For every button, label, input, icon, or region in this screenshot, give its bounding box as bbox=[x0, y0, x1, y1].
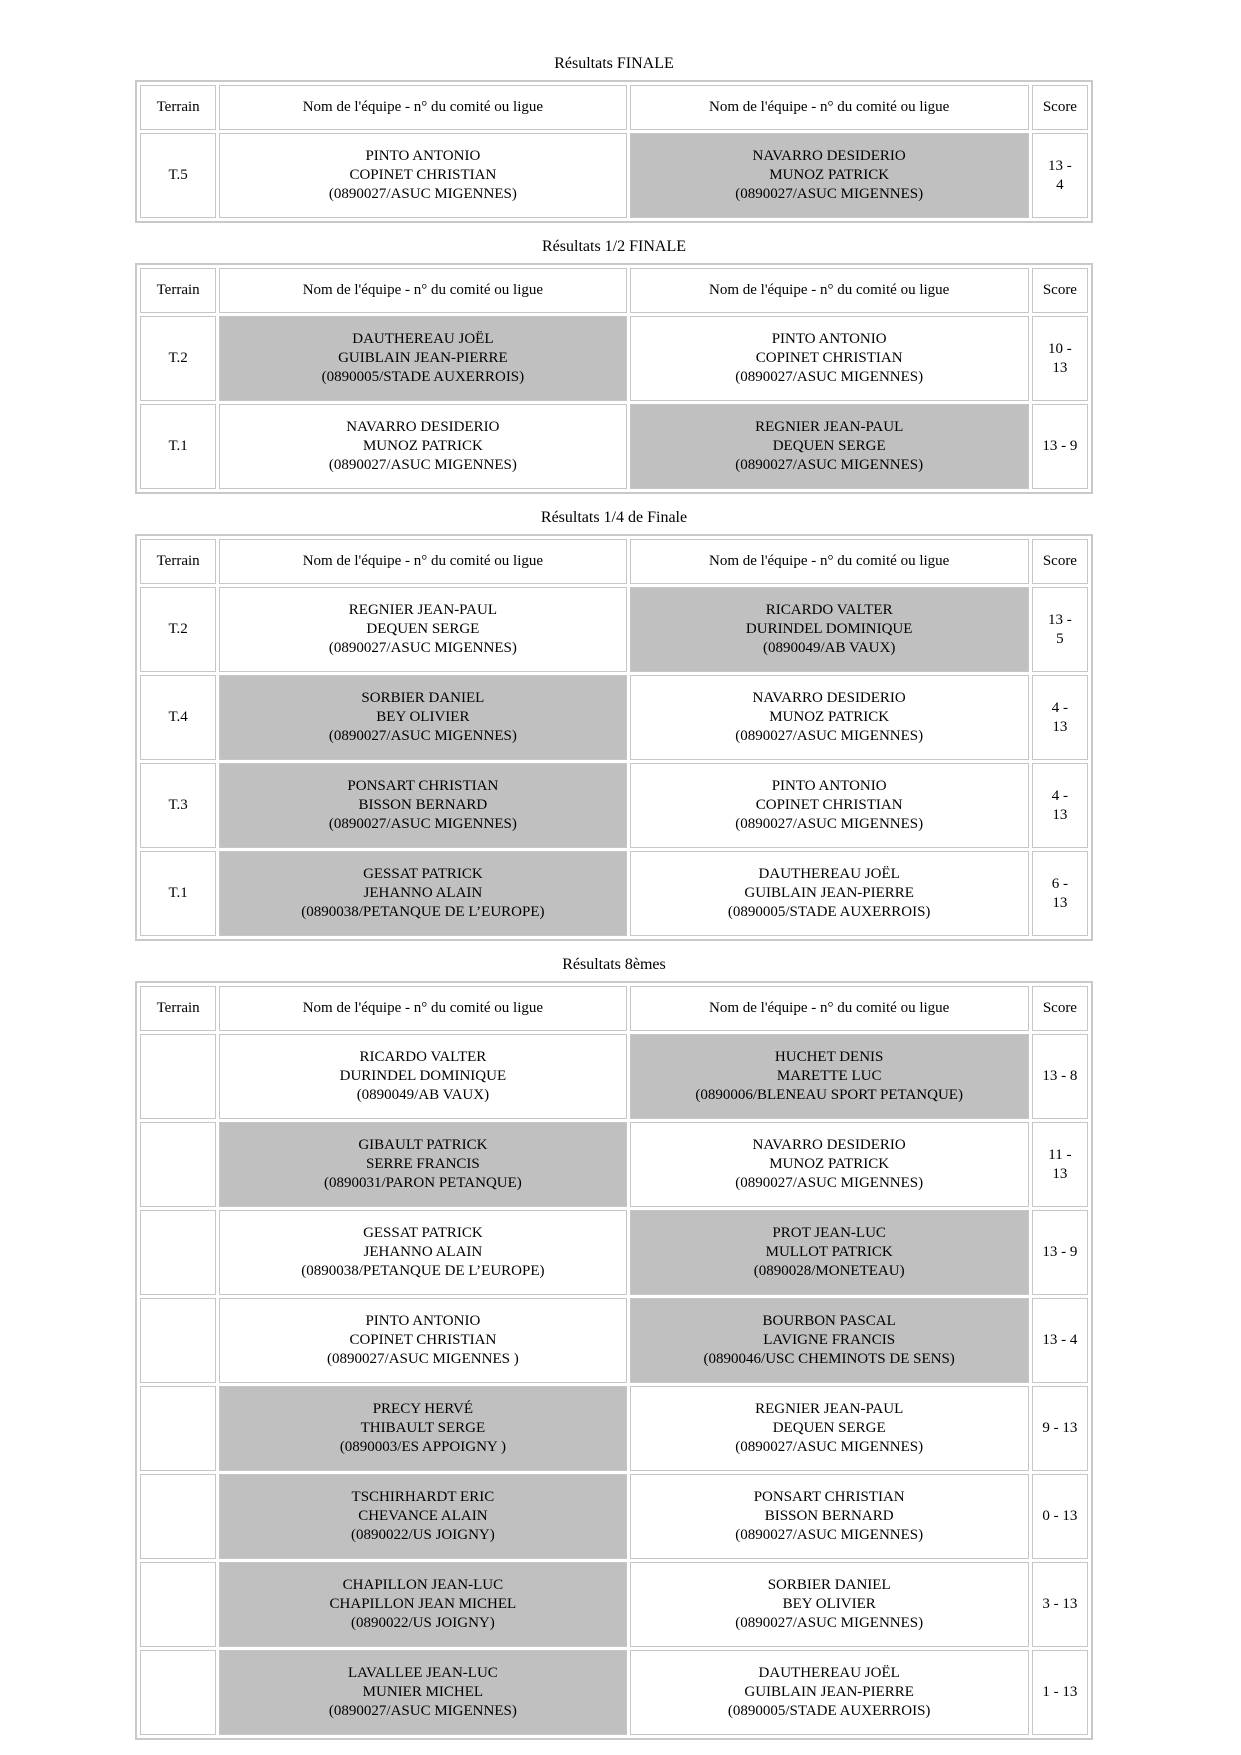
results-table bbox=[135, 263, 1093, 494]
club-id: (0890027/ASUC MIGENNES) bbox=[328, 728, 517, 744]
terrain-cell bbox=[140, 1650, 216, 1735]
club-id: (0890027/ASUC MIGENNES) bbox=[328, 457, 517, 473]
score-line: 13 - 4 bbox=[1042, 1332, 1078, 1348]
column-header-team2: Nom de l'équipe - n° du comité ou ligue bbox=[630, 986, 1029, 1031]
score-cell bbox=[1032, 851, 1088, 936]
club-id: (0890022/US JOIGNY) bbox=[351, 1527, 495, 1543]
team1-cell bbox=[219, 133, 626, 218]
team1-cell bbox=[219, 1210, 626, 1295]
terrain-cell: T.3 bbox=[140, 763, 216, 848]
player-name: NAVARRO DESIDERIO bbox=[752, 1137, 906, 1153]
team2-cell bbox=[630, 1474, 1029, 1559]
player-name: NAVARRO DESIDERIO bbox=[752, 148, 906, 164]
terrain-cell bbox=[140, 1562, 216, 1647]
terrain-cell: T.4 bbox=[140, 675, 216, 760]
score-cell bbox=[1032, 1298, 1088, 1383]
score-cell bbox=[1032, 1562, 1088, 1647]
team2-cell bbox=[630, 1562, 1029, 1647]
column-header-terrain: Terrain bbox=[140, 268, 216, 313]
column-header-terrain: Terrain bbox=[140, 85, 216, 130]
column-header-team1: Nom de l'équipe - n° du comité ou ligue bbox=[219, 539, 626, 584]
table-row bbox=[140, 1562, 1088, 1647]
score-line: 13 - 9 bbox=[1042, 438, 1078, 454]
player-name: COPINET CHRISTIAN bbox=[349, 167, 497, 183]
club-id: (0890027/ASUC MIGENNES) bbox=[735, 728, 924, 744]
club-id: (0890003/ES APPOIGNY ) bbox=[339, 1439, 506, 1455]
table-row bbox=[140, 1474, 1088, 1559]
team1-cell bbox=[219, 1122, 626, 1207]
player-name: SERRE FRANCIS bbox=[365, 1156, 480, 1172]
player-name: GUIBLAIN JEAN-PIERRE bbox=[338, 350, 508, 366]
column-header-terrain: Terrain bbox=[140, 986, 216, 1031]
player-name: COPINET CHRISTIAN bbox=[349, 1332, 497, 1348]
section-title: Résultats 8èmes bbox=[562, 956, 666, 973]
player-name: CHEVANCE ALAIN bbox=[358, 1508, 488, 1524]
team1-cell bbox=[219, 1650, 626, 1735]
team2-cell bbox=[630, 1650, 1029, 1735]
score-line: 5 bbox=[1056, 630, 1064, 647]
score-line: 4 - bbox=[1051, 699, 1069, 716]
column-header-score: Score bbox=[1032, 986, 1088, 1031]
player-name: DAUTHEREAU JOËL bbox=[352, 331, 494, 347]
team1-cell bbox=[219, 1386, 626, 1471]
player-name: MULLOT PATRICK bbox=[765, 1244, 893, 1260]
player-name: DEQUEN SERGE bbox=[772, 1420, 886, 1436]
club-id: (0890028/MONETEAU) bbox=[753, 1263, 905, 1279]
team1-cell bbox=[219, 587, 626, 672]
table-row bbox=[140, 1034, 1088, 1119]
terrain-cell bbox=[140, 1474, 216, 1559]
player-name: TSCHIRHARDT ERIC bbox=[351, 1489, 495, 1505]
team2-cell bbox=[630, 1034, 1029, 1119]
team1-cell bbox=[219, 763, 626, 848]
column-header-score: Score bbox=[1032, 539, 1088, 584]
player-name: REGNIER JEAN-PAUL bbox=[755, 1401, 904, 1417]
column-header-team1: Nom de l'équipe - n° du comité ou ligue bbox=[219, 986, 626, 1031]
player-name: MUNOZ PATRICK bbox=[769, 1156, 890, 1172]
header-row bbox=[140, 986, 1088, 1031]
club-id: (0890027/ASUC MIGENNES) bbox=[735, 1527, 924, 1543]
player-name: DEQUEN SERGE bbox=[366, 621, 480, 637]
player-name: CHAPILLON JEAN MICHEL bbox=[329, 1596, 517, 1612]
team2-cell bbox=[630, 133, 1029, 218]
score-line: 13 bbox=[1052, 894, 1068, 911]
club-id: (0890022/US JOIGNY) bbox=[351, 1615, 495, 1631]
score-line: 13 - bbox=[1048, 157, 1072, 174]
terrain-cell: T.2 bbox=[140, 587, 216, 672]
column-header-score: Score bbox=[1032, 85, 1088, 130]
player-name: THIBAULT SERGE bbox=[360, 1420, 486, 1436]
team2-cell bbox=[630, 1386, 1029, 1471]
team1-cell bbox=[219, 1474, 626, 1559]
table-row bbox=[140, 763, 1088, 848]
table-row bbox=[140, 133, 1088, 218]
score-line: 11 - bbox=[1048, 1146, 1072, 1163]
table-row bbox=[140, 316, 1088, 401]
score-line: 10 - bbox=[1048, 340, 1072, 357]
player-name: GIBAULT PATRICK bbox=[358, 1137, 488, 1153]
team1-cell bbox=[219, 1034, 626, 1119]
score-line: 13 bbox=[1052, 1165, 1068, 1182]
terrain-cell: T.1 bbox=[140, 404, 216, 489]
table-row bbox=[140, 1386, 1088, 1471]
score-cell bbox=[1032, 587, 1088, 672]
club-id: (0890049/AB VAUX) bbox=[762, 640, 896, 656]
score-cell bbox=[1032, 1210, 1088, 1295]
club-id: (0890038/PETANQUE DE L’EUROPE) bbox=[301, 904, 545, 920]
player-name: PROT JEAN-LUC bbox=[772, 1225, 886, 1241]
sections-container bbox=[135, 54, 1093, 1740]
table-row bbox=[140, 1650, 1088, 1735]
player-name: REGNIER JEAN-PAUL bbox=[755, 419, 904, 435]
club-id: (0890027/ASUC MIGENNES) bbox=[735, 1439, 924, 1455]
player-name: RICARDO VALTER bbox=[359, 1049, 487, 1065]
terrain-cell bbox=[140, 1210, 216, 1295]
score-line: 13 bbox=[1052, 806, 1068, 823]
player-name: PONSART CHRISTIAN bbox=[347, 778, 499, 794]
header-row bbox=[140, 85, 1088, 130]
results-table bbox=[135, 80, 1093, 223]
score-line: 0 - 13 bbox=[1042, 1508, 1078, 1524]
results-table bbox=[135, 981, 1093, 1740]
club-id: (0890005/STADE AUXERROIS) bbox=[727, 904, 931, 920]
club-id: (0890027/ASUC MIGENNES) bbox=[328, 186, 517, 202]
player-name: BEY OLIVIER bbox=[782, 1596, 876, 1612]
player-name: BOURBON PASCAL bbox=[762, 1313, 896, 1329]
player-name: PINTO ANTONIO bbox=[365, 1313, 481, 1329]
player-name: SORBIER DANIEL bbox=[767, 1577, 891, 1593]
section-title: Résultats 1/4 de Finale bbox=[540, 509, 688, 526]
team2-cell bbox=[630, 1210, 1029, 1295]
score-cell bbox=[1032, 675, 1088, 760]
player-name: GUIBLAIN JEAN-PIERRE bbox=[744, 885, 914, 901]
club-id: (0890027/ASUC MIGENNES) bbox=[328, 1703, 517, 1719]
player-name: LAVIGNE FRANCIS bbox=[763, 1332, 896, 1348]
club-id: (0890027/ASUC MIGENNES) bbox=[735, 1175, 924, 1191]
table-row bbox=[140, 675, 1088, 760]
terrain-cell: T.1 bbox=[140, 851, 216, 936]
column-header-team2: Nom de l'équipe - n° du comité ou ligue bbox=[630, 268, 1029, 313]
team2-cell bbox=[630, 404, 1029, 489]
header-row bbox=[140, 268, 1088, 313]
club-id: (0890031/PARON PETANQUE) bbox=[323, 1175, 522, 1191]
column-header-team1: Nom de l'équipe - n° du comité ou ligue bbox=[219, 268, 626, 313]
score-line: 1 - 13 bbox=[1042, 1684, 1078, 1700]
player-name: MARETTE LUC bbox=[776, 1068, 882, 1084]
player-name: RICARDO VALTER bbox=[765, 602, 893, 618]
club-id: (0890027/ASUC MIGENNES ) bbox=[327, 1351, 519, 1367]
score-line: 6 - bbox=[1051, 875, 1069, 892]
terrain-cell bbox=[140, 1122, 216, 1207]
score-cell bbox=[1032, 404, 1088, 489]
player-name: MUNOZ PATRICK bbox=[769, 167, 890, 183]
header-row bbox=[140, 539, 1088, 584]
team1-cell bbox=[219, 404, 626, 489]
player-name: REGNIER JEAN-PAUL bbox=[348, 602, 497, 618]
club-id: (0890006/BLENEAU SPORT PETANQUE) bbox=[695, 1087, 963, 1103]
team1-cell bbox=[219, 851, 626, 936]
score-cell bbox=[1032, 1650, 1088, 1735]
score-cell bbox=[1032, 1034, 1088, 1119]
table-row bbox=[140, 404, 1088, 489]
player-name: PRECY HERVÉ bbox=[372, 1401, 474, 1417]
player-name: MUNOZ PATRICK bbox=[362, 438, 483, 454]
player-name: MUNIER MICHEL bbox=[362, 1684, 484, 1700]
club-id: (0890027/ASUC MIGENNES) bbox=[735, 1615, 924, 1631]
terrain-cell bbox=[140, 1386, 216, 1471]
score-cell bbox=[1032, 133, 1088, 218]
player-name: BISSON BERNARD bbox=[358, 797, 488, 813]
club-id: (0890005/STADE AUXERROIS) bbox=[727, 1703, 931, 1719]
team2-cell bbox=[630, 763, 1029, 848]
player-name: COPINET CHRISTIAN bbox=[755, 797, 903, 813]
results-document bbox=[135, 0, 1093, 1740]
score-cell bbox=[1032, 1386, 1088, 1471]
score-line: 4 - bbox=[1051, 787, 1069, 804]
section-title: Résultats FINALE bbox=[554, 55, 674, 72]
player-name: HUCHET DENIS bbox=[774, 1049, 884, 1065]
team2-cell bbox=[630, 675, 1029, 760]
table-row bbox=[140, 851, 1088, 936]
results-section bbox=[135, 54, 1093, 223]
player-name: JEHANNO ALAIN bbox=[363, 1244, 483, 1260]
column-header-team2: Nom de l'équipe - n° du comité ou ligue bbox=[630, 85, 1029, 130]
club-id: (0890046/USC CHEMINOTS DE SENS) bbox=[703, 1351, 955, 1367]
player-name: DAUTHEREAU JOËL bbox=[758, 866, 900, 882]
player-name: DEQUEN SERGE bbox=[772, 438, 886, 454]
team2-cell bbox=[630, 1122, 1029, 1207]
player-name: NAVARRO DESIDERIO bbox=[752, 690, 906, 706]
score-line: 13 bbox=[1052, 718, 1068, 735]
team1-cell bbox=[219, 1298, 626, 1383]
table-row bbox=[140, 1210, 1088, 1295]
player-name: JEHANNO ALAIN bbox=[363, 885, 483, 901]
score-cell bbox=[1032, 1474, 1088, 1559]
club-id: (0890027/ASUC MIGENNES) bbox=[735, 816, 924, 832]
club-id: (0890038/PETANQUE DE L’EUROPE) bbox=[301, 1263, 545, 1279]
terrain-cell bbox=[140, 1298, 216, 1383]
team2-cell bbox=[630, 587, 1029, 672]
results-section bbox=[135, 955, 1093, 1740]
terrain-cell: T.5 bbox=[140, 133, 216, 218]
score-line: 4 bbox=[1056, 176, 1064, 193]
player-name: DURINDEL DOMINIQUE bbox=[339, 1068, 507, 1084]
column-header-team2: Nom de l'équipe - n° du comité ou ligue bbox=[630, 539, 1029, 584]
results-section bbox=[135, 508, 1093, 941]
player-name: BISSON BERNARD bbox=[764, 1508, 894, 1524]
team1-cell bbox=[219, 316, 626, 401]
club-id: (0890049/AB VAUX) bbox=[356, 1087, 490, 1103]
player-name: PINTO ANTONIO bbox=[771, 331, 887, 347]
column-header-team1: Nom de l'équipe - n° du comité ou ligue bbox=[219, 85, 626, 130]
team1-cell bbox=[219, 1562, 626, 1647]
player-name: PINTO ANTONIO bbox=[771, 778, 887, 794]
club-id: (0890027/ASUC MIGENNES) bbox=[328, 640, 517, 656]
table-row bbox=[140, 1122, 1088, 1207]
score-cell bbox=[1032, 1122, 1088, 1207]
results-section bbox=[135, 237, 1093, 494]
team2-cell bbox=[630, 851, 1029, 936]
section-title: Résultats 1/2 FINALE bbox=[542, 238, 686, 255]
club-id: (0890027/ASUC MIGENNES) bbox=[328, 816, 517, 832]
player-name: BEY OLIVIER bbox=[376, 709, 470, 725]
player-name: DAUTHEREAU JOËL bbox=[758, 1665, 900, 1681]
score-line: 13 - 9 bbox=[1042, 1244, 1078, 1260]
player-name: GESSAT PATRICK bbox=[363, 866, 483, 882]
player-name: NAVARRO DESIDERIO bbox=[346, 419, 500, 435]
player-name: MUNOZ PATRICK bbox=[769, 709, 890, 725]
player-name: PONSART CHRISTIAN bbox=[753, 1489, 905, 1505]
club-id: (0890027/ASUC MIGENNES) bbox=[735, 457, 924, 473]
score-line: 13 bbox=[1052, 359, 1068, 376]
player-name: COPINET CHRISTIAN bbox=[755, 350, 903, 366]
score-cell bbox=[1032, 316, 1088, 401]
team1-cell bbox=[219, 675, 626, 760]
player-name: GESSAT PATRICK bbox=[363, 1225, 483, 1241]
column-header-terrain: Terrain bbox=[140, 539, 216, 584]
player-name: LAVALLEE JEAN-LUC bbox=[347, 1665, 498, 1681]
club-id: (0890027/ASUC MIGENNES) bbox=[735, 369, 924, 385]
club-id: (0890027/ASUC MIGENNES) bbox=[735, 186, 924, 202]
team2-cell bbox=[630, 1298, 1029, 1383]
table-row bbox=[140, 1298, 1088, 1383]
team2-cell bbox=[630, 316, 1029, 401]
terrain-cell: T.2 bbox=[140, 316, 216, 401]
results-table bbox=[135, 534, 1093, 941]
column-header-score: Score bbox=[1032, 268, 1088, 313]
player-name: CHAPILLON JEAN-LUC bbox=[342, 1577, 504, 1593]
score-line: 3 - 13 bbox=[1042, 1596, 1078, 1612]
club-id: (0890005/STADE AUXERROIS) bbox=[321, 369, 525, 385]
player-name: GUIBLAIN JEAN-PIERRE bbox=[744, 1684, 914, 1700]
player-name: DURINDEL DOMINIQUE bbox=[745, 621, 913, 637]
terrain-cell bbox=[140, 1034, 216, 1119]
player-name: PINTO ANTONIO bbox=[365, 148, 481, 164]
table-row bbox=[140, 587, 1088, 672]
score-line: 13 - 8 bbox=[1042, 1068, 1078, 1084]
score-line: 9 - 13 bbox=[1042, 1420, 1078, 1436]
score-line: 13 - bbox=[1048, 611, 1072, 628]
player-name: SORBIER DANIEL bbox=[361, 690, 485, 706]
score-cell bbox=[1032, 763, 1088, 848]
